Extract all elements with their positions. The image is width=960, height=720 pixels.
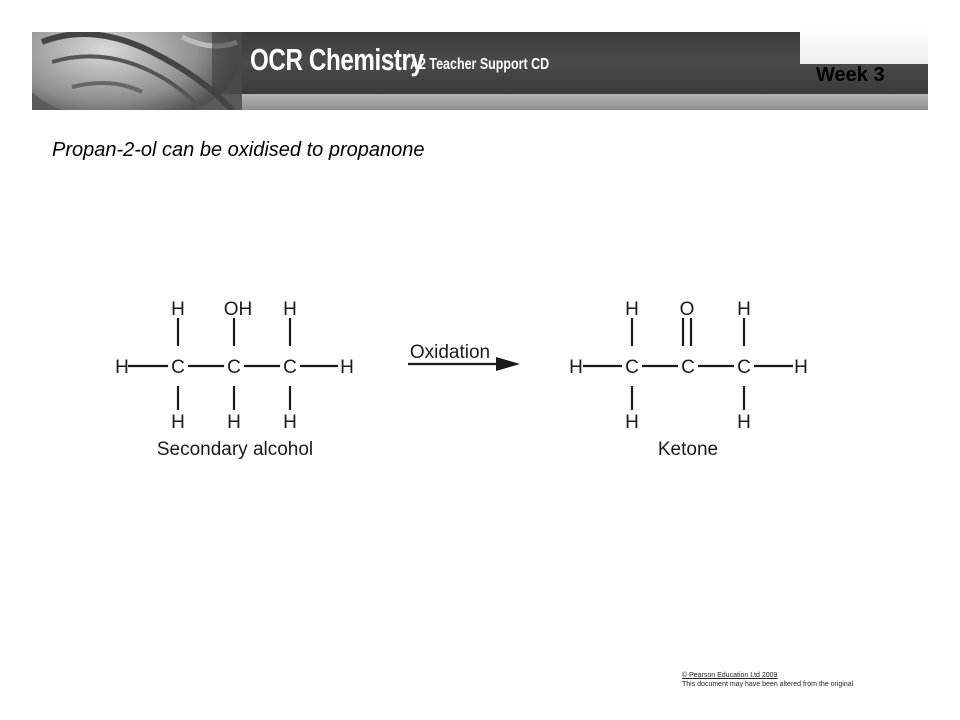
header-banner: [32, 32, 928, 110]
week-label-box: [800, 26, 928, 64]
product-caption: Ketone: [657, 439, 719, 460]
reactant-top-oh: OH: [223, 299, 253, 320]
reactant-top-h-right: H: [283, 299, 297, 320]
product-c3: C: [737, 357, 751, 378]
copyright-line: © Pearson Education Ltd 2009: [682, 672, 778, 679]
reactant-bottom-h-2: H: [227, 412, 241, 433]
product-c1: C: [625, 357, 639, 378]
product-top-h-right: H: [737, 299, 751, 320]
reactant-h-right: H: [340, 357, 354, 378]
week-label: Week 3: [816, 64, 885, 86]
product-h-left: H: [569, 357, 583, 378]
reactant-bottom-h-1: H: [171, 412, 185, 433]
oxidation-reaction-diagram: [100, 280, 840, 480]
product-top-h-left: H: [625, 299, 639, 320]
reactant-c1: C: [171, 357, 185, 378]
alteration-note: This document may have been altered from the original: [682, 681, 854, 688]
reactant-top-h-left: H: [171, 299, 185, 320]
shell-fossil-image: [32, 32, 242, 110]
product-h-right: H: [794, 357, 808, 378]
reactant-c3: C: [283, 357, 297, 378]
reactant-c2: C: [227, 357, 241, 378]
product-c2: C: [681, 357, 695, 378]
product-top-o: O: [679, 299, 695, 320]
product-bottom-h-2: H: [737, 412, 751, 433]
product-bottom-h-1: H: [625, 412, 639, 433]
reactant-caption: Secondary alcohol: [156, 439, 314, 460]
arrow-label: Oxidation: [409, 342, 491, 363]
reactant-bottom-h-3: H: [283, 412, 297, 433]
brand-subtitle: A2 Teacher Support CD: [410, 56, 550, 73]
reactant-h-left: H: [115, 357, 129, 378]
copyright-footer: [682, 671, 853, 689]
brand-title: OCR Chemistry: [250, 42, 424, 77]
slide-title: Propan-2-ol can be oxidised to propanone: [52, 139, 425, 161]
